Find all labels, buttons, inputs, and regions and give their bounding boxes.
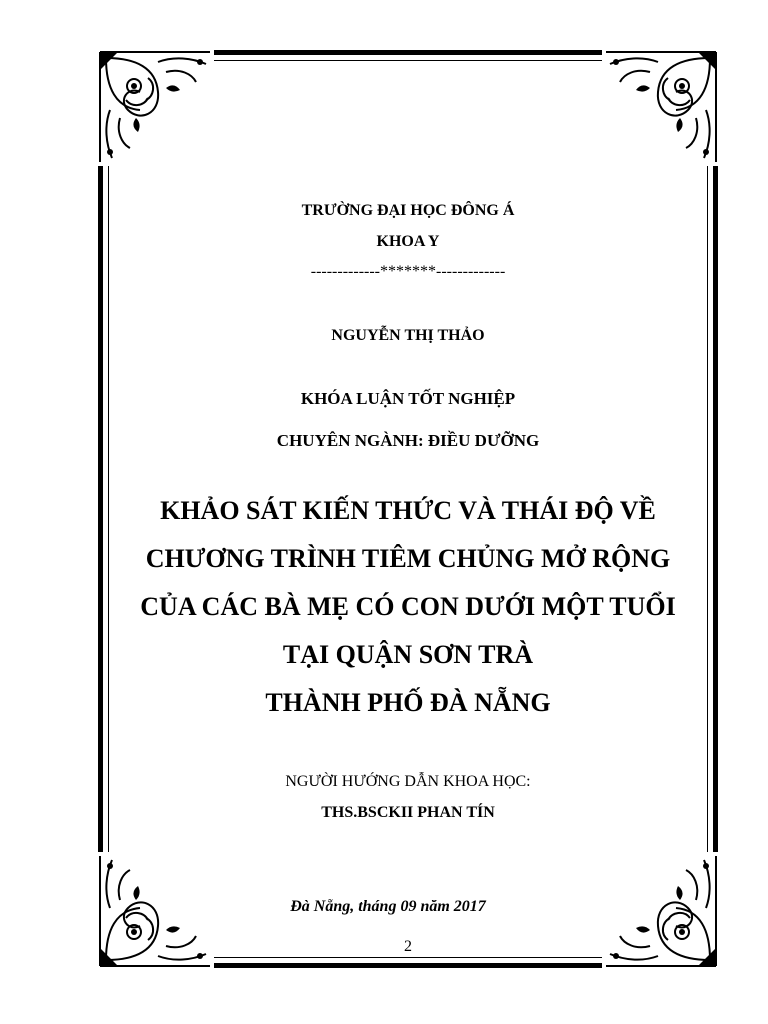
thesis-title-line-2: CHƯƠNG TRÌNH TIÊM CHỦNG MỞ RỘNG xyxy=(145,544,671,573)
place-date: Đà Nẵng, tháng 09 năm 2017 xyxy=(290,898,486,915)
corner-ornament-top-right xyxy=(602,48,720,166)
corner-ornament-top-left xyxy=(96,48,214,166)
thesis-title-line-5: THÀNH PHỐ ĐÀ NẴNG xyxy=(265,688,551,717)
faculty-name: KHOA Y xyxy=(376,233,440,250)
header-divider: -------------*******------------- xyxy=(310,263,506,280)
thesis-title-line-4: TẠI QUẬN SƠN TRÀ xyxy=(282,640,534,669)
supervisor-name: THS.BSCKII PHAN TÍN xyxy=(321,804,495,821)
author-name: NGUYỄN THỊ THẢO xyxy=(331,327,485,344)
thesis-type: KHÓA LUẬN TỐT NGHIỆP xyxy=(300,389,516,408)
supervisor-label: NGƯỜI HƯỚNG DẪN KHOA HỌC: xyxy=(285,773,531,790)
thesis-title-line-3: CỦA CÁC BÀ MẸ CÓ CON DƯỚI MỘT TUỔI xyxy=(140,592,676,621)
thesis-major: CHUYÊN NGÀNH: ĐIỀU DƯỠNG xyxy=(276,431,540,450)
university-name: TRƯỜNG ĐẠI HỌC ĐÔNG Á xyxy=(301,202,515,219)
thesis-title-line-1: KHẢO SÁT KIẾN THỨC VÀ THÁI ĐỘ VỀ xyxy=(160,496,656,525)
page-number: 2 xyxy=(404,938,412,955)
